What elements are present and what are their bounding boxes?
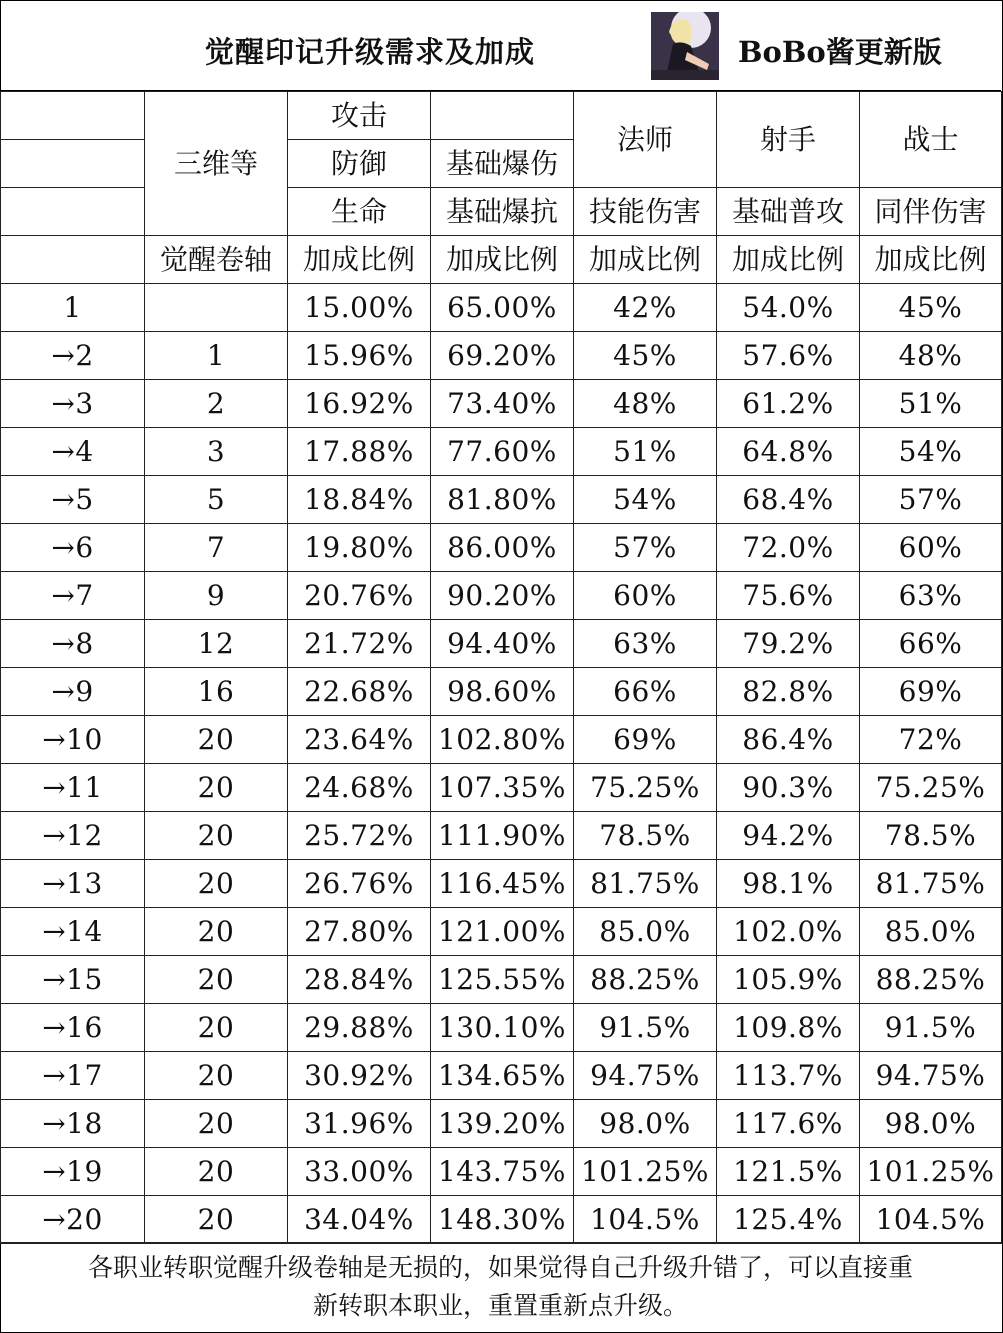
level-cell: →10	[1, 716, 145, 764]
crit-bonus-cell: 125.55%	[431, 956, 574, 1004]
header-base-crit-resist: 基础爆抗	[431, 188, 574, 236]
stat-bonus-cell: 21.72%	[288, 620, 431, 668]
header-archer: 射手	[717, 92, 860, 188]
header-warrior: 战士	[860, 92, 1002, 188]
warrior-bonus-cell: 101.25%	[860, 1148, 1002, 1196]
warrior-bonus-cell: 81.75%	[860, 860, 1002, 908]
avatar	[651, 12, 719, 80]
level-cell: →20	[1, 1196, 145, 1244]
stat-bonus-cell: 33.00%	[288, 1148, 431, 1196]
scroll-cell: 5	[145, 476, 288, 524]
header-stats-level: 三维等	[145, 92, 288, 236]
mage-bonus-cell: 45%	[574, 332, 717, 380]
avatar-portrait-icon	[651, 12, 719, 80]
warrior-bonus-cell: 60%	[860, 524, 1002, 572]
level-cell: →16	[1, 1004, 145, 1052]
brand-label: BoBo酱更新版	[738, 35, 942, 69]
header-defense: 防御	[288, 140, 431, 188]
crit-bonus-cell: 69.20%	[431, 332, 574, 380]
mage-bonus-cell: 54%	[574, 476, 717, 524]
table-row	[1, 812, 1002, 860]
archer-bonus-cell: 109.8%	[717, 1004, 860, 1052]
archer-bonus-cell: 94.2%	[717, 812, 860, 860]
table-row	[1, 284, 1002, 332]
header-base-crit-damage: 基础爆伤	[431, 140, 574, 188]
scroll-cell: 3	[145, 428, 288, 476]
crit-bonus-cell: 65.00%	[431, 284, 574, 332]
table-row	[1, 956, 1002, 1004]
archer-bonus-cell: 57.6%	[717, 332, 860, 380]
header-bonus-ratio: 加成比例	[431, 236, 574, 284]
archer-bonus-cell: 82.8%	[717, 668, 860, 716]
mage-bonus-cell: 75.25%	[574, 764, 717, 812]
title-bar	[0, 0, 1001, 92]
archer-bonus-cell: 75.6%	[717, 572, 860, 620]
table-row	[1, 1148, 1002, 1196]
scroll-cell	[145, 284, 288, 332]
scroll-cell: 20	[145, 1196, 288, 1244]
warrior-bonus-cell: 63%	[860, 572, 1002, 620]
table-row	[1, 668, 1002, 716]
archer-bonus-cell: 98.1%	[717, 860, 860, 908]
scroll-cell: 20	[145, 908, 288, 956]
header-attack: 攻击	[288, 92, 431, 140]
stat-bonus-cell: 34.04%	[288, 1196, 431, 1244]
header-mage: 法师	[574, 92, 717, 188]
stat-bonus-cell: 15.00%	[288, 284, 431, 332]
table-row	[1, 764, 1002, 812]
mage-bonus-cell: 85.0%	[574, 908, 717, 956]
page-title: 觉醒印记升级需求及加成	[204, 35, 535, 69]
stat-bonus-cell: 27.80%	[288, 908, 431, 956]
crit-bonus-cell: 111.90%	[431, 812, 574, 860]
header-cell-empty	[1, 140, 145, 188]
level-cell: →4	[1, 428, 145, 476]
header-bonus-ratio: 加成比例	[860, 236, 1002, 284]
header-cell-empty	[431, 92, 574, 140]
header-base-attack: 基础普攻	[717, 188, 860, 236]
level-cell: →8	[1, 620, 145, 668]
archer-bonus-cell: 61.2%	[717, 380, 860, 428]
warrior-bonus-cell: 51%	[860, 380, 1002, 428]
mage-bonus-cell: 69%	[574, 716, 717, 764]
warrior-bonus-cell: 72%	[860, 716, 1002, 764]
scroll-cell: 7	[145, 524, 288, 572]
warrior-bonus-cell: 98.0%	[860, 1100, 1002, 1148]
stat-bonus-cell: 28.84%	[288, 956, 431, 1004]
table-row	[1, 332, 1002, 380]
stat-bonus-cell: 29.88%	[288, 1004, 431, 1052]
header-companion-damage: 同伴伤害	[860, 188, 1002, 236]
warrior-bonus-cell: 48%	[860, 332, 1002, 380]
stat-bonus-cell: 20.76%	[288, 572, 431, 620]
stat-bonus-cell: 24.68%	[288, 764, 431, 812]
archer-bonus-cell: 102.0%	[717, 908, 860, 956]
table-row	[1, 572, 1002, 620]
crit-bonus-cell: 98.60%	[431, 668, 574, 716]
mage-bonus-cell: 94.75%	[574, 1052, 717, 1100]
mage-bonus-cell: 63%	[574, 620, 717, 668]
table-body	[1, 284, 1002, 1244]
mage-bonus-cell: 66%	[574, 668, 717, 716]
table-row	[1, 428, 1002, 476]
mage-bonus-cell: 81.75%	[574, 860, 717, 908]
scroll-cell: 1	[145, 332, 288, 380]
crit-bonus-cell: 86.00%	[431, 524, 574, 572]
table-row	[1, 1004, 1002, 1052]
level-cell: →14	[1, 908, 145, 956]
upgrade-table	[0, 91, 1002, 1244]
crit-bonus-cell: 90.20%	[431, 572, 574, 620]
crit-bonus-cell: 73.40%	[431, 380, 574, 428]
level-cell: 1	[1, 284, 145, 332]
stat-bonus-cell: 23.64%	[288, 716, 431, 764]
header-cell-empty	[1, 92, 145, 140]
mage-bonus-cell: 98.0%	[574, 1100, 717, 1148]
scroll-cell: 20	[145, 956, 288, 1004]
archer-bonus-cell: 105.9%	[717, 956, 860, 1004]
header-skill-damage: 技能伤害	[574, 188, 717, 236]
scroll-cell: 20	[145, 716, 288, 764]
level-cell: →5	[1, 476, 145, 524]
mage-bonus-cell: 60%	[574, 572, 717, 620]
warrior-bonus-cell: 88.25%	[860, 956, 1002, 1004]
mage-bonus-cell: 48%	[574, 380, 717, 428]
stat-bonus-cell: 15.96%	[288, 332, 431, 380]
scroll-cell: 20	[145, 1052, 288, 1100]
header-bonus-ratio: 加成比例	[574, 236, 717, 284]
warrior-bonus-cell: 85.0%	[860, 908, 1002, 956]
stat-bonus-cell: 25.72%	[288, 812, 431, 860]
footnote-line-1: 各职业转职觉醒升级卷轴是无损的，如果觉得自己升级升错了，可以直接重	[87, 1253, 913, 1282]
mage-bonus-cell: 91.5%	[574, 1004, 717, 1052]
scroll-cell: 12	[145, 620, 288, 668]
warrior-bonus-cell: 66%	[860, 620, 1002, 668]
archer-bonus-cell: 86.4%	[717, 716, 860, 764]
crit-bonus-cell: 81.80%	[431, 476, 574, 524]
mage-bonus-cell: 42%	[574, 284, 717, 332]
header-bonus-ratio: 加成比例	[288, 236, 431, 284]
table-row	[1, 908, 1002, 956]
header-hp: 生命	[288, 188, 431, 236]
warrior-bonus-cell: 75.25%	[860, 764, 1002, 812]
scroll-cell: 20	[145, 860, 288, 908]
scroll-cell: 2	[145, 380, 288, 428]
level-cell: →12	[1, 812, 145, 860]
level-cell: →9	[1, 668, 145, 716]
archer-bonus-cell: 72.0%	[717, 524, 860, 572]
table-row	[1, 380, 1002, 428]
archer-bonus-cell: 121.5%	[717, 1148, 860, 1196]
table-row	[1, 476, 1002, 524]
archer-bonus-cell: 117.6%	[717, 1100, 860, 1148]
crit-bonus-cell: 116.45%	[431, 860, 574, 908]
crit-bonus-cell: 77.60%	[431, 428, 574, 476]
mage-bonus-cell: 78.5%	[574, 812, 717, 860]
level-cell: →19	[1, 1148, 145, 1196]
header-cell-empty	[1, 188, 145, 236]
table-row	[1, 524, 1002, 572]
crit-bonus-cell: 134.65%	[431, 1052, 574, 1100]
level-cell: →17	[1, 1052, 145, 1100]
table-row	[1, 716, 1002, 764]
stat-bonus-cell: 26.76%	[288, 860, 431, 908]
stat-bonus-cell: 17.88%	[288, 428, 431, 476]
crit-bonus-cell: 139.20%	[431, 1100, 574, 1148]
level-cell: →2	[1, 332, 145, 380]
warrior-bonus-cell: 94.75%	[860, 1052, 1002, 1100]
level-cell: →18	[1, 1100, 145, 1148]
table-row	[1, 1052, 1002, 1100]
warrior-bonus-cell: 104.5%	[860, 1196, 1002, 1244]
header-bonus-ratio: 加成比例	[717, 236, 860, 284]
scroll-cell: 9	[145, 572, 288, 620]
header-row-4	[1, 236, 1002, 284]
warrior-bonus-cell: 69%	[860, 668, 1002, 716]
warrior-bonus-cell: 57%	[860, 476, 1002, 524]
footnote-line-2: 新转职本职业，重置重新点升级。	[312, 1291, 688, 1320]
scroll-cell: 16	[145, 668, 288, 716]
stat-bonus-cell: 18.84%	[288, 476, 431, 524]
table-row	[1, 1196, 1002, 1244]
warrior-bonus-cell: 91.5%	[860, 1004, 1002, 1052]
table-row	[1, 860, 1002, 908]
archer-bonus-cell: 64.8%	[717, 428, 860, 476]
level-cell: →3	[1, 380, 145, 428]
stat-bonus-cell: 16.92%	[288, 380, 431, 428]
table-row	[1, 1100, 1002, 1148]
crit-bonus-cell: 130.10%	[431, 1004, 574, 1052]
header-row-1	[1, 92, 1002, 140]
header-awaken-scroll: 觉醒卷轴	[145, 236, 288, 284]
archer-bonus-cell: 79.2%	[717, 620, 860, 668]
scroll-cell: 20	[145, 812, 288, 860]
stat-bonus-cell: 22.68%	[288, 668, 431, 716]
archer-bonus-cell: 90.3%	[717, 764, 860, 812]
scroll-cell: 20	[145, 1148, 288, 1196]
table-row	[1, 620, 1002, 668]
level-cell: →11	[1, 764, 145, 812]
crit-bonus-cell: 102.80%	[431, 716, 574, 764]
mage-bonus-cell: 101.25%	[574, 1148, 717, 1196]
archer-bonus-cell: 68.4%	[717, 476, 860, 524]
mage-bonus-cell: 57%	[574, 524, 717, 572]
crit-bonus-cell: 121.00%	[431, 908, 574, 956]
level-cell: →13	[1, 860, 145, 908]
footnote	[0, 1242, 1001, 1332]
level-cell: →15	[1, 956, 145, 1004]
level-cell: →6	[1, 524, 145, 572]
stat-bonus-cell: 19.80%	[288, 524, 431, 572]
archer-bonus-cell: 125.4%	[717, 1196, 860, 1244]
warrior-bonus-cell: 54%	[860, 428, 1002, 476]
crit-bonus-cell: 148.30%	[431, 1196, 574, 1244]
archer-bonus-cell: 113.7%	[717, 1052, 860, 1100]
stat-bonus-cell: 31.96%	[288, 1100, 431, 1148]
scroll-cell: 20	[145, 1004, 288, 1052]
level-cell: →7	[1, 572, 145, 620]
stat-bonus-cell: 30.92%	[288, 1052, 431, 1100]
mage-bonus-cell: 51%	[574, 428, 717, 476]
header-cell-empty	[1, 236, 145, 284]
mage-bonus-cell: 104.5%	[574, 1196, 717, 1244]
scroll-cell: 20	[145, 764, 288, 812]
crit-bonus-cell: 143.75%	[431, 1148, 574, 1196]
scroll-cell: 20	[145, 1100, 288, 1148]
mage-bonus-cell: 88.25%	[574, 956, 717, 1004]
archer-bonus-cell: 54.0%	[717, 284, 860, 332]
crit-bonus-cell: 94.40%	[431, 620, 574, 668]
crit-bonus-cell: 107.35%	[431, 764, 574, 812]
warrior-bonus-cell: 78.5%	[860, 812, 1002, 860]
warrior-bonus-cell: 45%	[860, 284, 1002, 332]
